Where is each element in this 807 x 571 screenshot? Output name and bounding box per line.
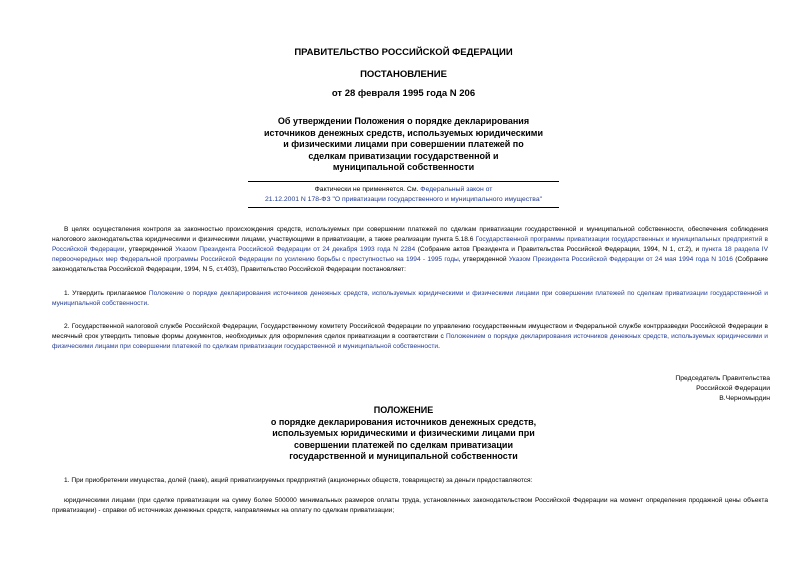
polozhenie-subtitle-line: совершении платежей по сделкам приватизации bbox=[293, 439, 513, 450]
polozhenie-title: ПОЛОЖЕНИЕ bbox=[373, 405, 434, 415]
preamble-text: (Собрание актов Президента и Правительства Российской Федерации, 1994, N 1, ст.2), и bbox=[415, 246, 702, 253]
polozhenie-item-text: юридическими лицами (при сделке приватизации на сумму более 500000 минимальных размеров оплаты труда, установленных законодательством Российской Федерации на момент определения продажной цены объекта приватизации) - справки об источниках денежных средств, направляемых на оплату по сделкам приватизации; bbox=[52, 497, 768, 514]
subject-line: сделкам приватизации государственной и bbox=[308, 150, 499, 161]
signatory-title: Председатель Правительства bbox=[675, 375, 770, 382]
preamble bbox=[52, 225, 768, 275]
signature-block bbox=[600, 374, 770, 404]
decree-2284-link[interactable]: Указом Президента Российской Федерации от 24 декабря 1993 года N 2284 bbox=[175, 246, 416, 253]
polozhenie-heading bbox=[200, 405, 607, 463]
polozhenie-subtitle-line: используемых юридическими и физическими лицами при bbox=[272, 428, 535, 438]
status-note bbox=[240, 185, 567, 205]
subject-line: Об утверждении Положения о порядке декларирования bbox=[277, 116, 530, 126]
note-bottom-divider bbox=[248, 207, 559, 208]
document-type: ПОСТАНОВЛЕНИЕ bbox=[360, 69, 447, 80]
item-1 bbox=[52, 289, 768, 309]
item-text: 1. Утвердить прилагаемое bbox=[64, 290, 149, 297]
subject-line: и физическими лицами при совершении платежей по bbox=[283, 139, 524, 149]
polozhenie-subtitle-line: о порядке декларирования источников денежных средств, bbox=[270, 416, 537, 427]
polozhenie-subtitle-line: государственной и муниципальной собственности bbox=[289, 451, 518, 461]
polozhenie-item-text: 1. При приобретении имущества, долей (паев), акций приватизируемых предприятий (акционерных обществ, товариществ) за деньги предоставляются: bbox=[64, 477, 533, 484]
status-note-text: Фактически не применяется. См. bbox=[314, 186, 421, 193]
federal-law-link[interactable]: Федеральный закон от bbox=[420, 186, 493, 193]
subject-line: источников денежных средств, используемых юридическими bbox=[264, 127, 543, 138]
federal-law-link-cont[interactable]: 21.12.2001 N 178-ФЗ "О приватизации государственного и муниципального имущества" bbox=[264, 196, 543, 203]
signatory-name: В.Черномырдин bbox=[719, 395, 770, 402]
preamble-text: , утвержденной bbox=[458, 256, 509, 263]
item-text: . bbox=[438, 343, 440, 350]
polozhenie-link-2[interactable]: Положением о порядке декларирования источников денежных средств, используемых юридическими и физическими лицами при совершении платежей по сделкам приватизации государственной и муниципальной собственности bbox=[52, 333, 768, 350]
subject-line: муниципальной собственности bbox=[332, 162, 475, 172]
polozhenie-item-1 bbox=[52, 476, 768, 486]
item-2 bbox=[52, 322, 768, 352]
item-text: . bbox=[147, 300, 149, 307]
preamble-text: В целях осуществления контроля за законностью происхождения средств, используемых при совершении платежей по сделкам приватизации государственной и муниципальной собственности, обеспечения соблюдения налогового законодательства юридическими и физическими лицами, участвующими в приватизации, а также реализации пункта 5.18.6 bbox=[52, 226, 768, 243]
signatory-org: Российской Федерации bbox=[696, 385, 770, 392]
polozhenie-item-1-sub bbox=[52, 496, 768, 516]
crime-program-link[interactable]: пункта 18 раздела IV первоочередных мер Федеральной программы Российской Федерации по усилению борьбы с преступностью на 1994 - 1995 годы bbox=[52, 246, 769, 263]
privatization-program-link[interactable]: Государственной программы приватизации государственных и муниципальных предприятий в Российской Федерации bbox=[52, 236, 768, 253]
item-text: 2. Государственной налоговой службе Российской Федерации, Государственному комитету Российской Федерации по управлению государственным имуществом и Федеральной службе контрразведки Российской Федерации в месячный срок утвердить типовые формы документов, необходимых для оформления сделок приватизации в соответствии с bbox=[52, 323, 768, 340]
note-top-divider bbox=[248, 181, 559, 182]
preamble-text: , утвержденной bbox=[124, 246, 176, 253]
preamble-text: (Собрание законодательства Российской Федерации, 1994, N 5, ст.403), Правительство Российской Федерации постановляет: bbox=[52, 256, 768, 273]
issuer-title: ПРАВИТЕЛЬСТВО РОССИЙСКОЙ ФЕДЕРАЦИИ bbox=[294, 47, 513, 58]
decree-1016-link[interactable]: Указом Президента Российской Федерации от 24 мая 1994 года N 1016 bbox=[508, 256, 733, 263]
polozhenie-link[interactable]: Положение о порядке декларирования источников денежных средств, используемых юридическими и физическими лицами при совершении платежей по сделкам приватизации государственной и муниципальной собственности bbox=[52, 290, 768, 307]
document-subject bbox=[200, 116, 607, 174]
document-date: от 28 февраля 1995 года N 206 bbox=[331, 88, 476, 99]
